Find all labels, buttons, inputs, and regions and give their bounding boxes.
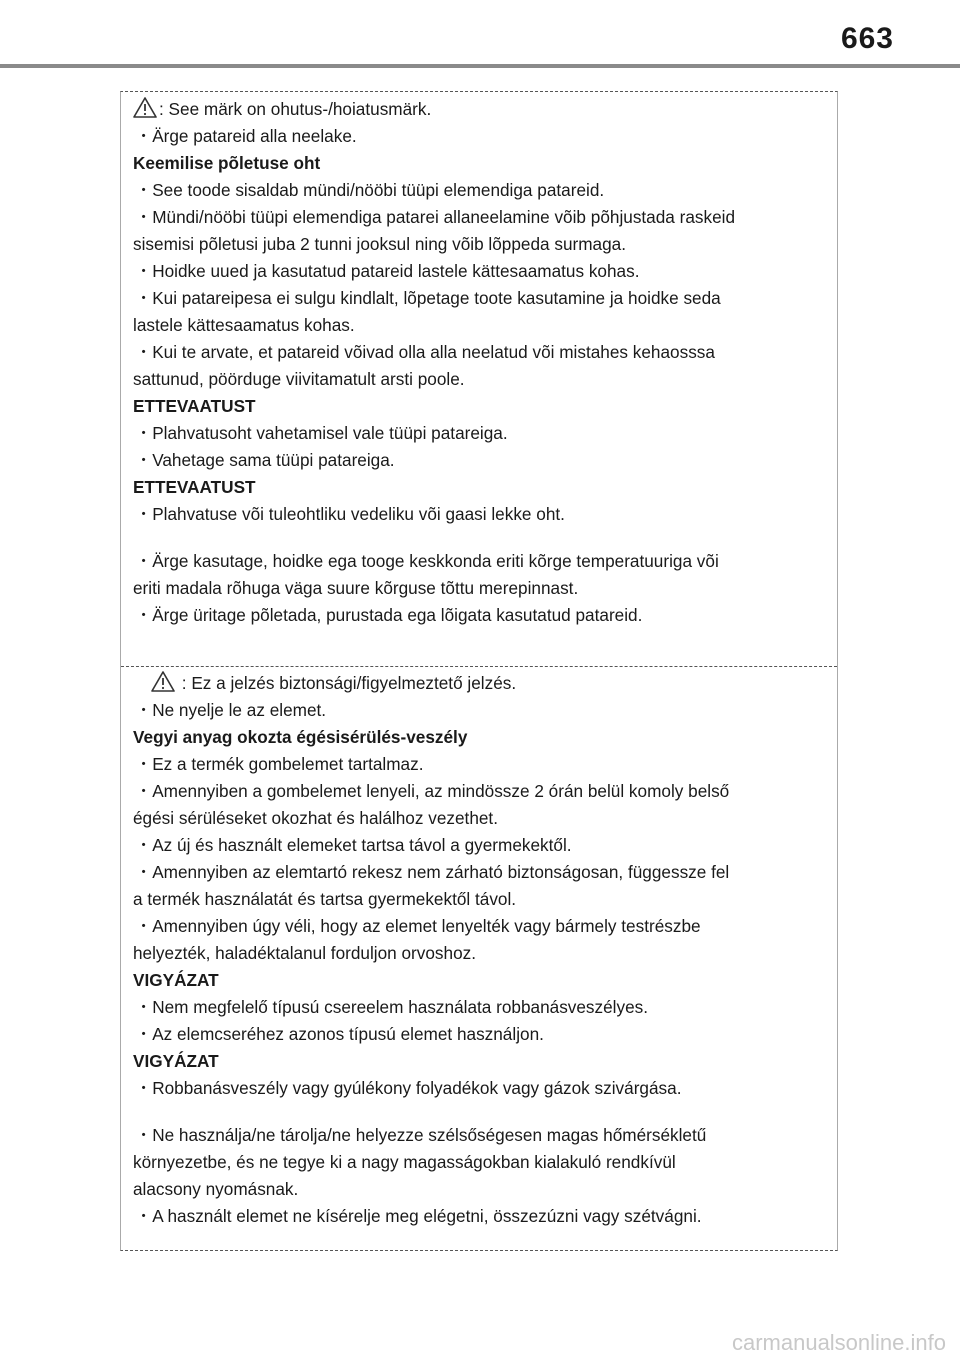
bullet-line [133,1122,829,1149]
line-text: : See märk on ohutus-/hoiatusmärk. [159,99,432,119]
line-text: Keemilise põletuse oht [133,153,321,173]
warning-triangle-icon [151,671,175,692]
warning-triangle-icon [133,97,157,118]
line-text: ETTEVAATUST [133,396,256,416]
line-text: ・Vahetage sama tüüpi patareiga. [135,450,395,470]
line-text: ・Amennyiben úgy véli, hogy az elemet lenyelték vagy bármely testrészbe [135,916,701,936]
bullet-line [133,859,829,886]
bullet-line [133,697,829,724]
warning-heading [133,967,829,994]
header-rule [0,64,960,68]
bullet-line [133,1075,829,1102]
line-text: ・Plahvatuse või tuleohtliku vedeliku või gaasi lekke oht. [135,504,565,524]
line-text: ・Ärge kasutage, hoidke ega tooge keskkonda eriti kõrge temperatuuriga või [135,551,719,571]
bullet-line [133,832,829,859]
warning-symbol-line [133,670,829,697]
continuation-line [133,312,829,339]
line-text: VIGYÁZAT [133,970,219,990]
line-text: helyezték, haladéktalanul forduljon orvoshoz. [133,943,477,963]
continuation-line [133,940,829,967]
line-text: eriti madala rõhuga väga suure kõrguse tõttu merepinnast. [133,578,579,598]
line-text: ・Kui patareipesa ei sulgu kindlalt, lõpetage toote kasutamine ja hoidke seda [135,288,721,308]
bullet-line [133,501,829,528]
warning-symbol-line [133,96,829,123]
continuation-line [133,366,829,393]
battery-warning-box [120,91,838,1251]
bullet-line [133,778,829,805]
line-text: : Ez a jelzés biztonsági/figyelmeztető jelzés. [177,673,517,693]
line-text: ・Az elemcseréhez azonos típusú elemet használjon. [135,1024,544,1044]
blank-spacer [133,528,829,548]
line-text: égési sérüléseket okozhat és halálhoz vezethet. [133,808,498,828]
line-text: a termék használatát és tartsa gyermekektől távol. [133,889,517,909]
bullet-line [133,339,829,366]
line-text: ・See toode sisaldab mündi/nööbi tüüpi elemendiga patareid. [135,180,605,200]
line-text: ・Robbanásveszély vagy gyúlékony folyadékok vagy gázok szivárgása. [135,1078,682,1098]
section-divider [121,666,837,667]
bullet-line [133,204,829,231]
line-text: ・Mündi/nööbi tüüpi elemendiga patarei allaneelamine võib põhjustada raskeid [135,207,736,227]
blank-spacer [133,1102,829,1122]
bullet-line [133,447,829,474]
bullet-line [133,751,829,778]
page-number: 663 [840,22,894,55]
line-text: ・A használt elemet ne kísérelje meg elégetni, összezúzni vagy szétvágni. [135,1206,702,1226]
continuation-line [133,1176,829,1203]
line-text: ・Ne nyelje le az elemet. [135,700,327,720]
bullet-line [133,258,829,285]
bullet-line [133,548,829,575]
bullet-line [133,994,829,1021]
line-text: VIGYÁZAT [133,1051,219,1071]
line-text: ・Kui te arvate, et patareid võivad olla alla neelatud või mistahes kehaosssa [135,342,715,362]
line-text: ・Ez a termék gombelemet tartalmaz. [135,754,424,774]
line-text: ・Az új és használt elemeket tartsa távol a gyermekektől. [135,835,572,855]
line-text: ・Ne használja/ne tárolja/ne helyezze szélsőségesen magas hőmérsékletű [135,1125,707,1145]
line-text: alacsony nyomásnak. [133,1179,299,1199]
line-text: ・Nem megfelelő típusú csereelem használata robbanásveszélyes. [135,997,649,1017]
hungarian-warning-section [133,670,829,1230]
continuation-line [133,231,829,258]
line-text: ・Ärge üritage põletada, purustada ega lõigata kasutatud patareid. [135,605,643,625]
warning-heading [133,393,829,420]
bullet-line [133,913,829,940]
line-text: sisemisi põletusi juba 2 tunni jooksul ning võib lõppeda surmaga. [133,234,626,254]
bullet-line [133,1203,829,1230]
warning-heading [133,150,829,177]
bullet-line [133,602,829,629]
line-text: Vegyi anyag okozta égésisérülés-veszély [133,727,468,747]
line-text: ETTEVAATUST [133,477,256,497]
bullet-line [133,123,829,150]
line-text: ・Plahvatusoht vahetamisel vale tüüpi patareiga. [135,423,508,443]
watermark: carmanualsonline.info [731,1330,946,1355]
estonian-warning-section [133,96,829,629]
warning-heading [133,724,829,751]
warning-heading [133,1048,829,1075]
line-text: ・Amennyiben a gombelemet lenyeli, az mindössze 2 órán belül komoly belső [135,781,730,801]
continuation-line [133,575,829,602]
bullet-line [133,177,829,204]
line-text: sattunud, pöörduge viivitamatult arsti poole. [133,369,465,389]
warning-heading [133,474,829,501]
continuation-line [133,886,829,913]
bullet-line [133,420,829,447]
line-text: ・Ärge patareid alla neelake. [135,126,357,146]
bullet-line [133,1021,829,1048]
line-text: ・Hoidke uued ja kasutatud patareid lastele kättesaamatus kohas. [135,261,640,281]
line-text: ・Amennyiben az elemtartó rekesz nem zárható biztonságosan, függessze fel [135,862,730,882]
line-text: lastele kättesaamatus kohas. [133,315,355,335]
continuation-line [133,805,829,832]
bullet-line [133,285,829,312]
line-text: környezetbe, és ne tegye ki a nagy magasságokban kialakuló rendkívül [133,1152,676,1172]
continuation-line [133,1149,829,1176]
